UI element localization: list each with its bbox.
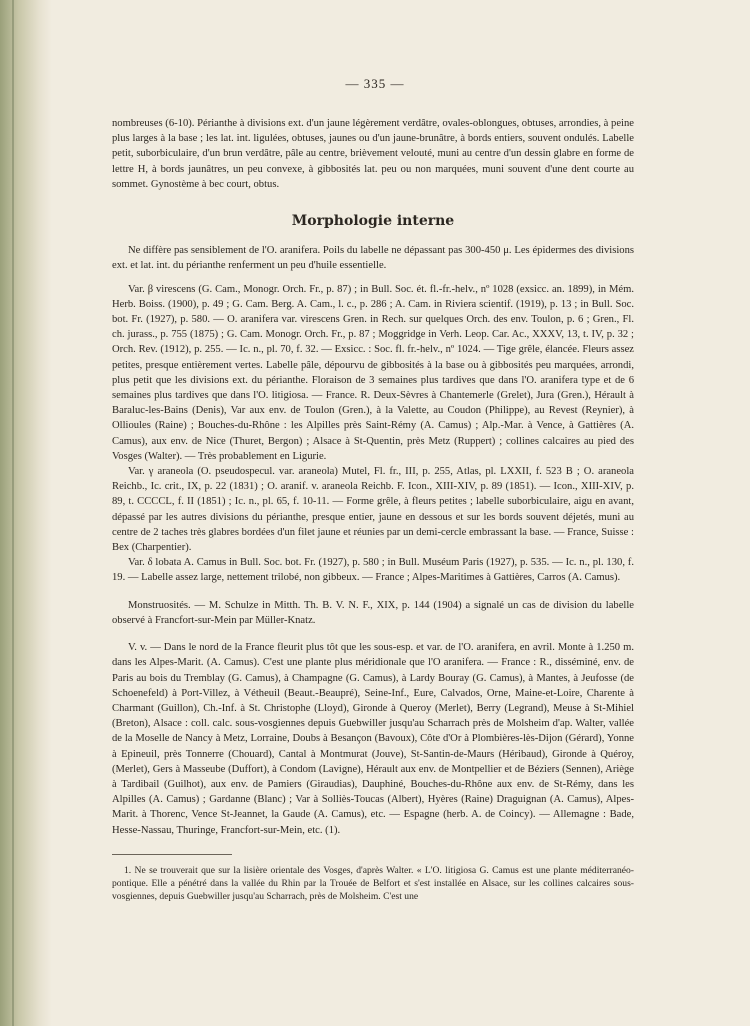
footnote-divider: [112, 854, 232, 855]
page-binding-edge: [0, 0, 52, 1026]
page-number: — 335 —: [345, 76, 405, 91]
section-heading: Morphologie interne: [291, 213, 455, 230]
page-body: [112, 78, 634, 913]
distribution-paragraph: V. v. — Dans le nord de la France fleurit plus tôt que les sous-esp. et var. de l'O. aranifera, en avril. Monte à 1.250 m. dans les Alpes-Marit. (A. Camus). C'est une plante plus méridionale que l'O aranifera. — France : R., disséminé, env. de Paris au bois du Tremblay (G. Camus), à Champagne (G. Camus), à Lardy Bouray (G. Camus), à Mantes, à Jeufosse (de Schoenefeld) à Port-Villez, à Vétheuil (Beaut.-Beaupré), Seine-Inf., Eure, Calvados, Orne, Maine-et-Loire, Charente à Charmant (Guillon), Ch.-Inf. à St. Christophe (Lloyd), Gironde à Queroy (Merlet), Berry (Legrand), Meuse à St-Mihiel (Breton), Alsace : coll. calc. sous-vosgiennes depuis Guebwiller jusqu'au Scharrach près de Molsheim d'ap. Walter, vallée de la Moselle de Nancy à Metz, Lorraine, Doubs à Besançon (Bavoux), Côte d'Or à Plombières-lès-Dijon (Gérard), Yonne à Epineuil, près Tonnerre (Chouard), Cantal à Montmurat (Jouve), St-Santin-de-Maurs (Héribaud), Gironde à Quéroy, (Merlet), Gers à Masseube (Duffort), à Condom (Lavigne), Hérault aux env. de Montpellier et de Béziers (Sennen), Ariège à Tardibail (Guilhot), aux env. de Pamiers (Giraudias), Dauphiné, Bouches-du-Rhône aux env. de St-Rémy, dans les Alpilles (A. Camus) ; Gardanne (Blanc) ; Var à Solliès-Toucas (Albert), Hyères (Raine) Draguignan (A. Camus), Alpes-Marit. à Thorenc, Vence St-Jeannet, la Gaude (A. Camus), etc. — Espagne (herb. A. de Coincy). — Allemagne : Bade, Hesse-Nassau, Thuringe, Francfort-sur-Mein, etc. (1).: [112, 642, 634, 836]
variety-delta-paragraph: Var. δ lobata A. Camus in Bull. Soc. bot. Fr. (1927), p. 580 ; in Bull. Muséum Paris (1927), p. 535. — Ic. n., pl. 130, f. 19. — Labelle assez large, nettement trilobé, non gibbeux. — France ; Alpes-Maritimes à Gattières, Carros (A. Camus).: [112, 557, 634, 584]
footnote: 1. Ne se trouverait que sur la lisière orientale des Vosges, d'après Walter. « L'O. litigiosa G. Camus est une plante méditerranéo-pontique. Elle a pénétré dans la vallée du Rhin par la Trouée de Belfort et s'est installée en Alsace, sur les collines calcaires sous-vosgiennes, depuis Guebwiller jusqu'au Scharrach, près de Molsheim. C'est une: [112, 865, 634, 903]
variety-gamma-paragraph: Var. γ araneola (O. pseudospecul. var. araneola) Mutel, Fl. fr., III, p. 255, Atlas, pl. LXXII, f. 523 B ; O. araneola Reichb., Ic. crit., IX, p. 22 (1831) ; O. aranif. v. araneola Reichb. F. Icon., XIII-XIV, p. 89 (1851). — Icon., XIII-XIV, p. 89, t. CCCCL, f. II (1851) ; Ic. n., pl. 65, f. 10-11. — Forme grêle, à fleurs petites ; labelle suborbiculaire, aigu en avant, dépassé par les autres divisions du périanthe, presque entier, jaune en dessous et sur les bords souvent déjetés, muni au centre de 2 taches très glabres bordées d'un filet jaune et réunies par un demi-cercle embrassant la base. — France, Suisse : Bex (Charpentier).: [112, 466, 634, 554]
monstruosites-paragraph: Monstruosités. — M. Schulze in Mitth. Th. B. V. N. F., XIX, p. 144 (1904) a signalé un cas de division du labelle observé à Francfort-sur-Mein par Müller-Knatz.: [112, 599, 634, 626]
variety-beta-paragraph: Var. β virescens (G. Cam., Monogr. Orch. Fr., p. 87) ; in Bull. Soc. ét. fl.-fr.-helv., nº 1028 (exsicc. an. 1899), in Mém. Herb. Boiss. (1900), p. 49 ; G. Cam. Berg. A. Cam., l. c., p. 286 ; A. Cam. in Riviera scientif. (1919), p. 13 ; in Bull. Soc. bot. Fr. (1927), p. 580. — O. aranifera var. virescens Gren. in Rech. sur quelques Orch. des env. Toulon, p. 6 ; Gren., Fl. ch. jurass., p. 755 (1875) ; G. Cam. Monogr. Orch. Fr., p. 87 ; Moggridge in Verh. Leop. Car. Ac., XXXV, 13, t. IV, p. 32 ; Orch. Rev. (1912), p. 255. — Ic. n., pl. 70, f. 32. — Exsicc. : Soc. fl. fr.-helv., nº 1024. — Tige grêle, élancée. Fleurs assez petites, presque entièrement vertes. Labelle pâle, dépourvu de gibbosités à la base ou à gibbosités peu marquées, arrondi, plus petit que les divisions ext. du périanthe. Floraison de 3 semaines plus tardives que dans l'O. aranifera type et de 6 semaines plus tardives que dans l'O. litigiosa. — France. R. Deux-Sèvres à Chantemerle (Grelet), Jura (Gren.), Hérault à Baraluc-les-Bains (Denis), Var aux env. de Toulon (Gren.), à la Valette, au Coudon (Philippe), au Revest (Reynier), à Ollioules (Raine) ; Bouches-du-Rhône : les Alpilles près Saint-Rémy (A. Camus) ; Alp.-Mar. à Vence, à Gattières (A. Camus), aux env. de Nice (Thuret, Bergon) ; Alsace à St-Quentin, près Metz (Ruppert) ; collines calcaires au pied des Vosges (Walter). — Très probablement en Ligurie.: [112, 283, 634, 462]
morphology-paragraph: Ne diffère pas sensiblement de l'O. aranifera. Poils du labelle ne dépassant pas 300-450 μ. Les épidermes des divisions ext. et lat. int. du périanthe renferment un peu d'huile essentielle.: [112, 245, 634, 272]
page-binding-line: [12, 0, 14, 1026]
description-paragraph: nombreuses (6-10). Périanthe à divisions ext. d'un jaune légèrement verdâtre, ovales-oblongues, obtuses, arrondies, à peine plus larges à la base ; les lat. int. ligulées, obtuses, jaunes ou d'un jaune-brunâtre, à bords entiers, souvent ondulés. Labelle petit, suborbiculaire, d'un brun verdâtre, pâle au centre, brièvement velouté, muni au centre d'un dessin glabre en forme de lettre H, à bords jaunâtres, un peu convexe, à gibbosités lat. peu ou non marquées, muni souvent d'une dent courte au sommet. Gynostème à bec court, obtus.: [112, 118, 634, 190]
